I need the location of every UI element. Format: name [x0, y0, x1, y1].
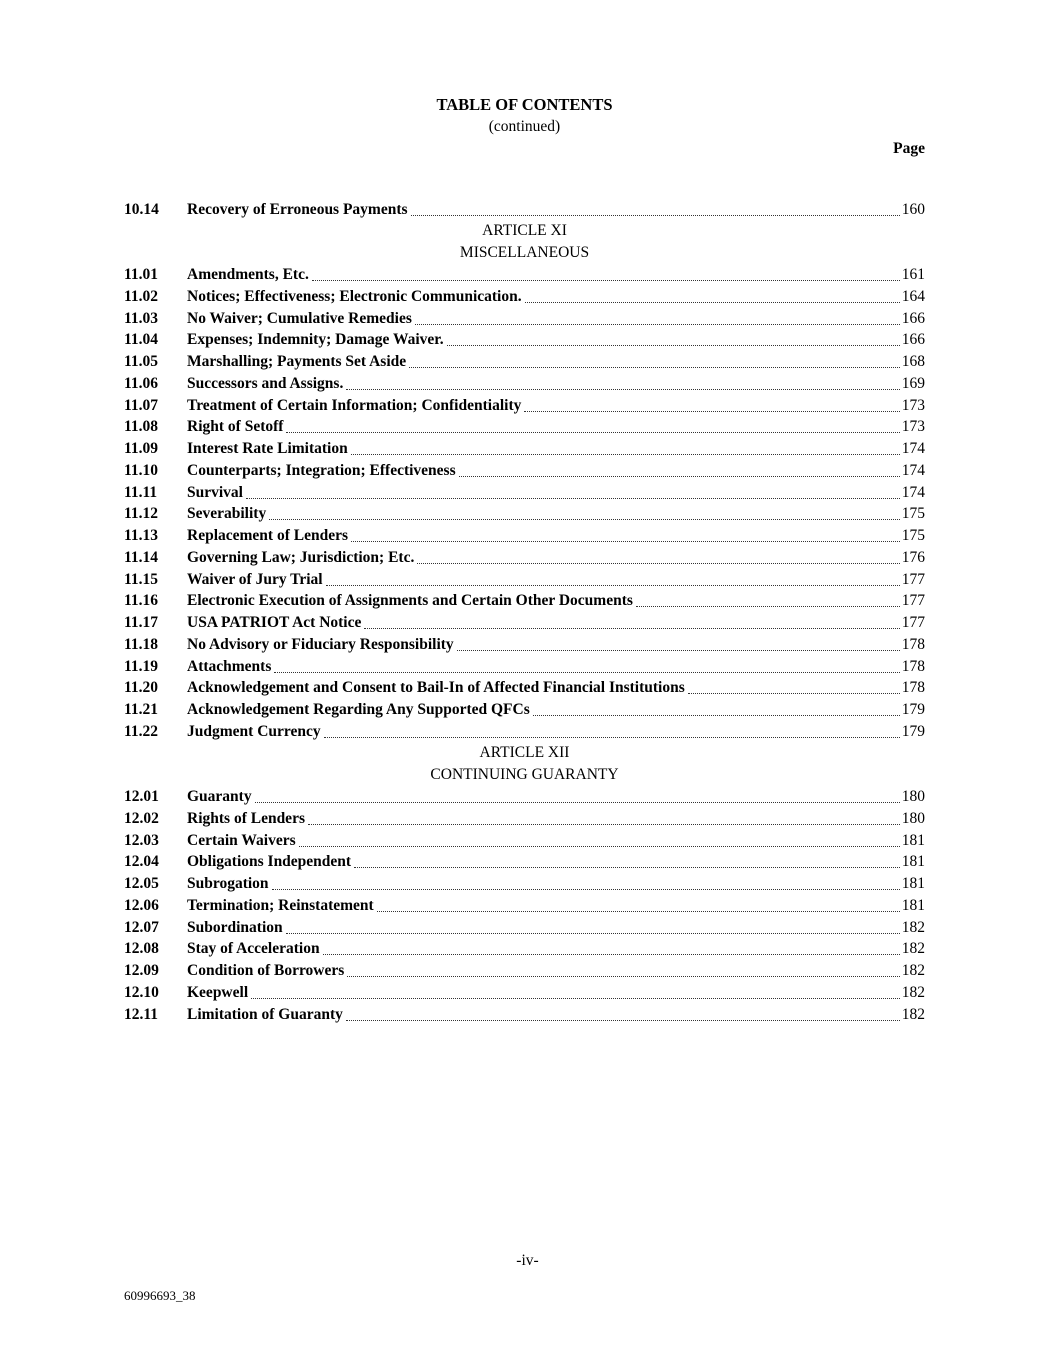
toc-entry [124, 829, 925, 851]
toc-entry-number: 11.22 [124, 722, 159, 740]
toc-entry-page: 177 [901, 592, 925, 610]
toc-entry-number: 12.11 [124, 1005, 159, 1023]
toc-entry-page: 175 [901, 527, 925, 544]
toc-entry-title: Electronic Execution of Assignments and Certain Other Documents [187, 592, 633, 610]
dot-leader [274, 672, 899, 673]
dot-leader [269, 519, 900, 520]
toc-entry-title: Recovery of Erroneous Payments [187, 200, 408, 218]
toc-entry-number: 11.09 [124, 440, 159, 457]
toc-entry [124, 785, 925, 807]
toc-entry-title: Successors and Assigns. [187, 374, 344, 392]
toc-entry [124, 329, 925, 351]
toc-entry-page: 178 [901, 635, 925, 653]
toc-entry-page: 181 [901, 896, 925, 914]
toc-entry [124, 807, 925, 829]
toc-entry [124, 459, 925, 481]
toc-entry-number: 11.10 [124, 461, 159, 479]
toc-entry [124, 872, 925, 894]
dot-leader [312, 280, 900, 281]
toc-entry-page: 177 [901, 570, 925, 588]
toc-entry-number: 11.18 [124, 635, 159, 653]
toc-entry [124, 1003, 925, 1025]
toc-entry [124, 981, 925, 1003]
toc-entry-title: Marshalling; Payments Set Aside [187, 353, 407, 370]
toc-entry [124, 481, 925, 503]
toc-entry-number: 12.03 [124, 831, 159, 849]
toc-entry-title: Survival [187, 483, 243, 501]
page-title: TABLE OF CONTENTS [436, 95, 613, 114]
dot-leader [347, 976, 899, 977]
toc-entry [124, 677, 925, 699]
toc-entry-page: 174 [901, 440, 925, 457]
toc-entry-title: Subordination [187, 918, 283, 936]
dot-leader [409, 367, 900, 368]
toc-entry-number: 11.15 [124, 570, 159, 588]
toc-entry-title: Amendments, Etc. [187, 266, 309, 283]
toc-entry-number: 11.01 [124, 266, 159, 283]
dot-leader [346, 389, 899, 390]
toc-entry-title: Certain Waivers [187, 831, 296, 849]
toc-entry-page: 181 [901, 875, 925, 892]
toc-entry-number: 11.11 [124, 483, 158, 501]
toc-entry-title: Acknowledgement Regarding Any Supported QFCs [187, 701, 530, 718]
toc-entry-title: Expenses; Indemnity; Damage Waiver. [187, 331, 444, 349]
toc-entry [124, 611, 925, 633]
dot-leader [286, 933, 900, 934]
toc-entry-page: 174 [901, 461, 925, 479]
toc-entry-title: Notices; Effectiveness; Electronic Communication. [187, 287, 522, 305]
toc-entry-page: 168 [901, 353, 925, 370]
dot-leader [415, 324, 900, 325]
dot-leader [354, 867, 900, 868]
toc-entry-number: 12.01 [124, 788, 159, 805]
dot-leader [299, 846, 900, 847]
toc-entry-number: 11.08 [124, 418, 159, 436]
toc-entry-title: No Waiver; Cumulative Remedies [187, 309, 412, 327]
toc-entry [124, 698, 925, 720]
toc-entry [124, 959, 925, 981]
dot-leader [417, 563, 899, 564]
toc-entry-title: No Advisory or Fiduciary Responsibility [187, 635, 454, 653]
toc-entry-title: Subrogation [187, 875, 269, 892]
toc-entry-page: 180 [901, 788, 925, 805]
toc-entry-page: 182 [901, 918, 925, 936]
dot-leader [447, 345, 900, 346]
toc-entry-title: Stay of Acceleration [187, 940, 320, 958]
toc-entry [124, 894, 925, 916]
toc-entry-title: Rights of Lenders [187, 809, 305, 827]
toc-entry-title: Judgment Currency [187, 722, 321, 740]
dot-leader [525, 302, 900, 303]
dot-leader [377, 911, 900, 912]
toc-entry [124, 938, 925, 960]
page-subtitle: (continued) [488, 118, 561, 135]
toc-entry [124, 633, 925, 655]
toc-entry-title: Severability [187, 505, 267, 523]
toc-entry-page: 161 [901, 266, 925, 283]
toc-entry-title: Interest Rate Limitation [187, 440, 348, 457]
toc-entry-number: 12.02 [124, 809, 159, 827]
toc-entry-number: 12.09 [124, 962, 159, 979]
toc-entry-page: 178 [901, 679, 925, 697]
toc-entry-page: 166 [901, 331, 925, 349]
toc-entry-page: 182 [901, 1005, 925, 1023]
toc-entry-page: 175 [901, 505, 925, 523]
dot-leader [286, 432, 899, 433]
toc-entry [124, 372, 925, 394]
toc-entry [124, 851, 925, 873]
toc-entry-number: 12.08 [124, 940, 159, 958]
article-heading: CONTINUING GUARANTY [430, 765, 619, 783]
toc-entry-number: 11.16 [124, 592, 159, 610]
article-heading: MISCELLANEOUS [459, 243, 590, 261]
toc-entry-title: Replacement of Lenders [187, 527, 348, 544]
dot-leader [459, 476, 900, 477]
toc-entry-page: 173 [901, 396, 925, 414]
toc-entry-page: 166 [901, 309, 925, 327]
toc-entry-page: 179 [901, 722, 925, 740]
footer-page-number: -iv- [516, 1252, 539, 1269]
toc-entry-number: 11.04 [124, 331, 159, 349]
toc-entry-number: 11.19 [124, 657, 159, 675]
toc-entry-number: 10.14 [124, 200, 159, 218]
toc-entry-number: 11.05 [124, 353, 159, 370]
toc-entry-title: Limitation of Guaranty [187, 1005, 343, 1023]
toc-entry-page: 176 [901, 548, 925, 566]
toc-entry-number: 12.05 [124, 875, 159, 892]
toc-entry [124, 263, 925, 285]
toc-entry-page: 164 [901, 287, 925, 305]
toc-entry-number: 11.12 [124, 505, 159, 523]
toc-entry-number: 11.13 [124, 527, 159, 544]
toc-content [124, 94, 925, 1025]
dot-leader [308, 824, 900, 825]
toc-entry-title: Counterparts; Integration; Effectiveness [187, 461, 456, 479]
toc-entry [124, 416, 925, 438]
toc-entry [124, 394, 925, 416]
article-heading: ARTICLE XI [482, 221, 567, 239]
toc-entry-title: Condition of Borrowers [187, 962, 345, 979]
toc-entry-number: 12.10 [124, 983, 159, 1001]
dot-leader [251, 998, 900, 999]
toc-entry [124, 350, 925, 372]
dot-leader [255, 802, 900, 803]
footer-doc-id: 60996693_38 [124, 1288, 196, 1303]
toc-body [124, 198, 925, 1025]
toc-entry [124, 590, 925, 612]
dot-leader [636, 606, 900, 607]
toc-entry-title: USA PATRIOT Act Notice [187, 614, 362, 631]
dot-leader [324, 737, 900, 738]
toc-entry-number: 11.20 [124, 679, 159, 697]
toc-entry [124, 198, 925, 220]
toc-entry-page: 177 [901, 614, 925, 631]
toc-entry-title: Right of Setoff [187, 418, 284, 436]
toc-entry-page: 160 [901, 200, 925, 218]
toc-entry [124, 720, 925, 742]
toc-entry-number: 11.07 [124, 396, 159, 414]
toc-entry-number: 11.21 [124, 701, 159, 718]
toc-entry-title: Termination; Reinstatement [187, 896, 374, 914]
dot-leader [688, 693, 900, 694]
toc-entry-title: Governing Law; Jurisdiction; Etc. [187, 548, 415, 566]
dot-leader [457, 650, 900, 651]
dot-leader [364, 628, 899, 629]
dot-leader [246, 498, 900, 499]
toc-entry-title: Treatment of Certain Information; Confidentiality [187, 396, 522, 414]
toc-entry [124, 285, 925, 307]
dot-leader [524, 411, 899, 412]
toc-entry-page: 180 [901, 809, 925, 827]
dot-leader [411, 215, 900, 216]
toc-entry-page: 182 [901, 940, 925, 958]
toc-entry [124, 437, 925, 459]
article-heading: ARTICLE XII [479, 743, 570, 761]
toc-entry-number: 12.06 [124, 896, 159, 914]
toc-entry-number: 11.02 [124, 287, 159, 305]
dot-leader [326, 585, 900, 586]
toc-entry [124, 568, 925, 590]
dot-leader [323, 954, 900, 955]
toc-entry-number: 12.04 [124, 853, 159, 871]
toc-entry [124, 503, 925, 525]
toc-entry-page: 179 [901, 701, 925, 718]
toc-entry-page: 182 [901, 983, 925, 1001]
dot-leader [351, 454, 900, 455]
toc-entry-title: Acknowledgement and Consent to Bail-In of Affected Financial Institutions [187, 679, 685, 697]
toc-entry [124, 307, 925, 329]
toc-entry-page: 174 [901, 483, 925, 501]
page-column-label: Page [893, 140, 925, 157]
dot-leader [272, 889, 900, 890]
dot-leader [533, 715, 900, 716]
toc-entry-number: 11.14 [124, 548, 159, 566]
toc-entry [124, 655, 925, 677]
toc-entry [124, 546, 925, 568]
dot-leader [351, 541, 900, 542]
toc-entry-number: 12.07 [124, 918, 159, 936]
toc-entry-page: 181 [901, 853, 925, 871]
toc-entry [124, 524, 925, 546]
toc-entry-title: Keepwell [187, 983, 249, 1001]
toc-entry-page: 169 [901, 374, 925, 392]
toc-entry-title: Obligations Independent [187, 853, 352, 871]
toc-entry-page: 173 [901, 418, 925, 436]
toc-entry [124, 916, 925, 938]
toc-entry-title: Waiver of Jury Trial [187, 570, 323, 588]
toc-entry-number: 11.03 [124, 309, 159, 327]
toc-entry-title: Guaranty [187, 788, 252, 805]
toc-entry-page: 181 [901, 831, 925, 849]
toc-entry-title: Attachments [187, 657, 272, 675]
dot-leader [346, 1020, 900, 1021]
toc-entry-number: 11.06 [124, 374, 159, 392]
toc-entry-page: 178 [901, 657, 925, 675]
toc-entry-number: 11.17 [124, 614, 159, 631]
toc-entry-page: 182 [901, 962, 925, 979]
